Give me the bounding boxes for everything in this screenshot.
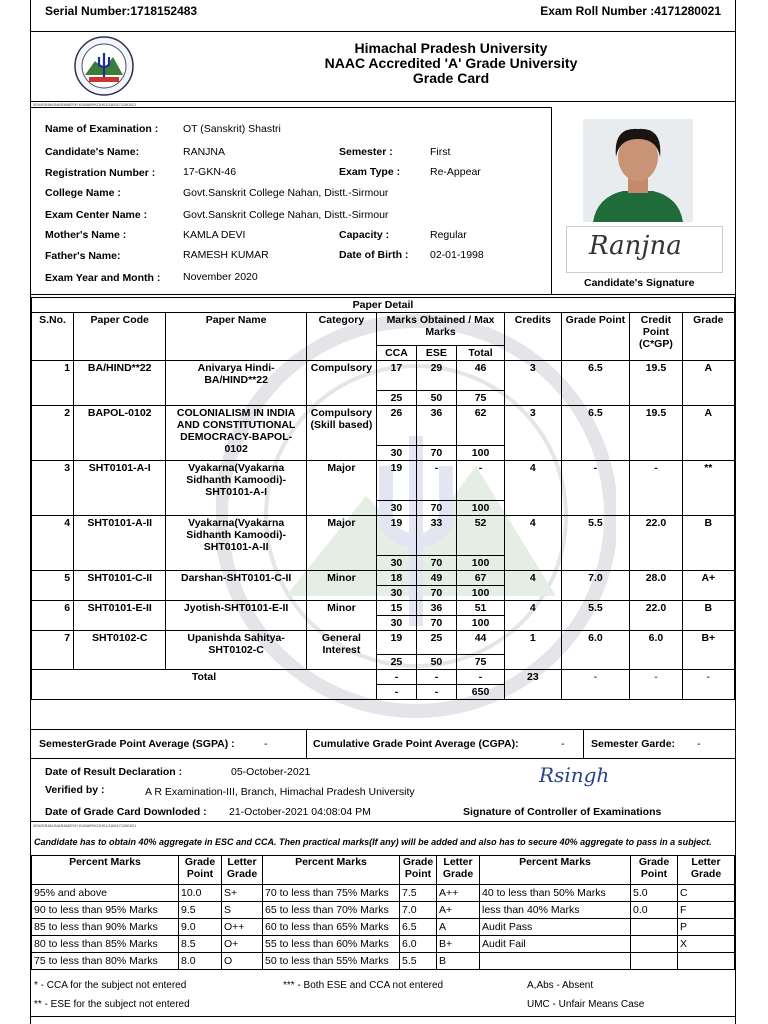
grade-scale-cell: 80 to less than 85% Marks — [32, 936, 179, 953]
grade-scale-cell: Audit Pass — [480, 919, 631, 936]
row-max-ese: 70 — [416, 446, 456, 461]
candidate-value: RANJNA — [183, 146, 226, 158]
row-total: - — [456, 461, 504, 501]
divider — [306, 730, 307, 758]
grade-scale-cell — [631, 919, 678, 936]
capacity-value: Regular — [430, 229, 467, 241]
table-row — [32, 631, 735, 655]
grade-scale-cell: 5.5 — [400, 953, 437, 970]
total-credit-point: - — [630, 670, 682, 700]
grade-scale-cell: X — [678, 936, 735, 953]
grade-scale-cell: 0.0 — [631, 902, 678, 919]
row-sno: 6 — [32, 601, 74, 631]
row-credits: 4 — [505, 516, 561, 571]
grade-scale-cell: 50 to less than 55% Marks — [263, 953, 400, 970]
row-paper-name: Jyotish-SHT0101-E-II — [166, 601, 307, 631]
signature-caption: Candidate's Signature — [584, 277, 695, 289]
grade-scale-row — [32, 902, 735, 919]
row-grade: B — [682, 601, 734, 631]
grade-scale-cell: 5.0 — [631, 885, 678, 902]
footnote-absent: A,Abs - Absent — [527, 980, 594, 991]
grade-scale-cell: A+ — [437, 902, 480, 919]
grade-scale-cell: O — [222, 953, 263, 970]
grade-scale-cell: B — [437, 953, 480, 970]
total-row — [32, 670, 735, 685]
dob-value: 02-01-1998 — [430, 249, 484, 261]
row-max-cca: 30 — [376, 556, 416, 571]
total-grade: - — [682, 670, 734, 700]
exam-type-label: Exam Type : — [339, 166, 401, 178]
table-row — [32, 361, 735, 391]
tiny-code-top: 3094SRANJNARAMESH KUMAR/KOH01/18/0471280021 — [33, 102, 137, 107]
footnote-ese: ** - ESE for the subject not entered — [34, 999, 190, 1010]
row-paper-name: Vyakarna(Vyakarna Sidhanth Kamoodi)-SHT0101-A-I — [166, 461, 307, 516]
serial-number: Serial Number:1718152483 — [45, 4, 198, 18]
row-credit-point: - — [630, 461, 682, 516]
verified-label: Verified by : — [45, 784, 105, 796]
year-month-value: November 2020 — [183, 271, 258, 283]
info-divider — [31, 107, 552, 295]
grade-scale-cell: O++ — [222, 919, 263, 936]
grade-header-percent: Percent Marks — [480, 856, 631, 885]
row-max-total: 100 — [456, 586, 504, 601]
row-grade: B+ — [682, 631, 734, 670]
grade-scale-cell: 9.0 — [179, 919, 222, 936]
candidate-label: Candidate's Name: — [45, 146, 140, 158]
row-grade: A — [682, 361, 734, 406]
grade-scale-cell: O+ — [222, 936, 263, 953]
row-grade: A — [682, 406, 734, 461]
paper-detail-title: Paper Detail — [32, 298, 735, 313]
footnote-both: *** - Both ESE and CCA not entered — [283, 980, 444, 991]
total-max-total: 650 — [456, 685, 504, 700]
row-paper-code: SHT0102-C — [74, 631, 166, 670]
footnote-umc: UMC - Unfair Means Case — [527, 999, 645, 1010]
total-max-ese: - — [416, 685, 456, 700]
row-ese: 25 — [416, 631, 456, 655]
grade-header-point: Grade Point — [631, 856, 678, 885]
row-sno: 3 — [32, 461, 74, 516]
row-paper-name: COLONIALISM IN INDIA AND CONSTITUTIONAL DEMOCRACY-BAPOL-0102 — [166, 406, 307, 461]
sgpa-value: - — [264, 738, 268, 750]
row-category: Compulsory — [306, 361, 376, 406]
grade-scale-cell: 8.5 — [179, 936, 222, 953]
row-max-total: 100 — [456, 501, 504, 516]
header-marks: Marks Obtained / Max Marks — [376, 313, 504, 346]
top-bar — [31, 0, 735, 32]
total-total: - — [456, 670, 504, 685]
grade-header-letter: Letter Grade — [222, 856, 263, 885]
row-paper-code: BAPOL-0102 — [74, 406, 166, 461]
row-grade-point: 6.0 — [561, 631, 630, 670]
row-credit-point: 22.0 — [630, 516, 682, 571]
tiny-code-bottom: 3094SRANJNARAMESH KUMAR/KOH01/18/0471280021 — [33, 823, 137, 828]
father-value: RAMESH KUMAR — [183, 249, 269, 261]
grade-scale-cell: 9.5 — [179, 902, 222, 919]
total-ese: - — [416, 670, 456, 685]
header-grade: Grade — [682, 313, 734, 361]
garde-label: Semester Garde: — [591, 738, 676, 750]
row-paper-code: SHT0101-E-II — [74, 601, 166, 631]
row-credits: 4 — [505, 601, 561, 631]
row-grade-point: 7.0 — [561, 571, 630, 601]
grade-scale-cell: 90 to less than 95% Marks — [32, 902, 179, 919]
row-max-total: 100 — [456, 446, 504, 461]
university-name: Himachal Pradesh University — [354, 40, 548, 56]
row-credit-point: 28.0 — [630, 571, 682, 601]
row-credits: 4 — [505, 571, 561, 601]
row-cca: 15 — [376, 601, 416, 616]
semester-value: First — [430, 146, 451, 158]
year-month-label: Exam Year and Month : — [45, 272, 161, 284]
footnote-cca: * - CCA for the subject not entered — [34, 980, 187, 991]
document-title: Grade Card — [412, 70, 490, 86]
row-paper-name: Upanishda Sahitya-SHT0102-C — [166, 631, 307, 670]
header-credit-point: Credit Point (C*GP) — [630, 313, 682, 361]
candidate-photo — [583, 119, 693, 222]
row-max-total: 75 — [456, 391, 504, 406]
grade-scale-row — [32, 936, 735, 953]
row-ese: 36 — [416, 601, 456, 616]
semester-label: Semester : — [339, 146, 393, 158]
header-credits: Credits — [505, 313, 561, 361]
pass-criteria-note: Candidate has to obtain 40% aggregate in ESC and CCA. Then practical marks(If any) will be added and also has to secure 40% aggregate to pass in a subject. — [34, 837, 712, 847]
header-paper-code: Paper Code — [74, 313, 166, 361]
row-credits: 3 — [505, 406, 561, 461]
row-category: Major — [306, 516, 376, 571]
row-total: 52 — [456, 516, 504, 556]
row-sno: 2 — [32, 406, 74, 461]
table-row — [32, 516, 735, 556]
cgpa-value: - — [561, 738, 565, 750]
grade-scale-cell: A++ — [437, 885, 480, 902]
row-credit-point: 19.5 — [630, 406, 682, 461]
grade-scale-cell: 55 to less than 60% Marks — [263, 936, 400, 953]
row-max-total: 75 — [456, 655, 504, 670]
controller-signature: Rsingh — [539, 763, 610, 787]
grade-scale-cell: 10.0 — [179, 885, 222, 902]
header-cca: CCA — [376, 346, 416, 361]
registration-label: Registration Number : — [45, 167, 156, 179]
header-ese: ESE — [416, 346, 456, 361]
grade-scale-cell: 85 to less than 90% Marks — [32, 919, 179, 936]
grade-scale-cell: S+ — [222, 885, 263, 902]
grade-scale-cell: 6.0 — [400, 936, 437, 953]
mother-label: Mother's Name : — [45, 229, 127, 241]
row-ese: 36 — [416, 406, 456, 446]
grade-header-percent: Percent Marks — [263, 856, 400, 885]
header-category: Category — [306, 313, 376, 361]
grade-scale-row — [32, 953, 735, 970]
total-credits: 23 — [505, 670, 561, 700]
header-total: Total — [456, 346, 504, 361]
grade-scale-cell: Audit Fail — [480, 936, 631, 953]
grade-scale-cell: 6.5 — [400, 919, 437, 936]
row-cca: 19 — [376, 461, 416, 501]
table-row — [32, 406, 735, 446]
university-header — [31, 31, 735, 102]
grade-scale-cell: 7.5 — [400, 885, 437, 902]
row-category: Compulsory (Skill based) — [306, 406, 376, 461]
grade-averages — [31, 729, 735, 759]
grade-scale-cell: A — [437, 919, 480, 936]
paper-rows — [32, 361, 735, 700]
grade-scale-cell: 40 to less than 50% Marks — [480, 885, 631, 902]
row-max-ese: 70 — [416, 616, 456, 631]
grade-header-percent: Percent Marks — [32, 856, 179, 885]
row-cca: 18 — [376, 571, 416, 586]
divider — [583, 730, 584, 758]
row-paper-code: SHT0101-A-II — [74, 516, 166, 571]
row-ese: 33 — [416, 516, 456, 556]
row-max-cca: 30 — [376, 446, 416, 461]
row-credit-point: 22.0 — [630, 601, 682, 631]
candidate-signature — [566, 226, 723, 273]
row-sno: 1 — [32, 361, 74, 406]
grade-scale-cell: 8.0 — [179, 953, 222, 970]
candidate-signature-text: Ranjna — [589, 231, 682, 261]
row-credit-point: 6.0 — [630, 631, 682, 670]
row-paper-name: Vyakarna(Vyakarna Sidhanth Kamoodi)-SHT0101-A-II — [166, 516, 307, 571]
grade-scale-cell: 7.0 — [400, 902, 437, 919]
row-max-cca: 25 — [376, 655, 416, 670]
row-category: Minor — [306, 601, 376, 631]
college-label: College Name : — [45, 187, 121, 199]
row-ese: 49 — [416, 571, 456, 586]
table-row — [32, 571, 735, 586]
grade-scale-cell: 70 to less than 75% Marks — [263, 885, 400, 902]
total-label: Total — [32, 670, 377, 700]
row-max-cca: 25 — [376, 391, 416, 406]
row-cca: 19 — [376, 516, 416, 556]
exam-roll-number: Exam Roll Number :4171280021 — [540, 4, 721, 18]
total-cca: - — [376, 670, 416, 685]
row-paper-code: SHT0101-C-II — [74, 571, 166, 601]
grade-header-letter: Letter Grade — [678, 856, 735, 885]
row-max-ese: 70 — [416, 556, 456, 571]
row-cca: 19 — [376, 631, 416, 655]
row-cca: 26 — [376, 406, 416, 446]
grade-scale-cell — [631, 936, 678, 953]
row-grade: B — [682, 516, 734, 571]
downloaded-value: 21-October-2021 04:08:04 PM — [229, 806, 371, 818]
college-value: Govt.Sanskrit College Nahan, Distt.-Sirmour — [183, 187, 389, 199]
grade-scale-row — [32, 919, 735, 936]
grade-scale-cell: S — [222, 902, 263, 919]
row-total: 67 — [456, 571, 504, 586]
row-sno: 5 — [32, 571, 74, 601]
downloaded-label: Date of Grade Card Downloded : — [45, 806, 207, 818]
father-label: Father's Name: — [45, 250, 121, 262]
registration-value: 17-GKN-46 — [183, 166, 237, 178]
exam-type-value: Re-Appear — [430, 166, 481, 178]
total-grade-point: - — [561, 670, 630, 700]
row-credits: 3 — [505, 361, 561, 406]
cgpa-label: Cumulative Grade Point Average (CGPA): — [313, 738, 519, 750]
row-max-total: 100 — [456, 556, 504, 571]
bottom-border — [31, 1016, 735, 1017]
university-accreditation: NAAC Accredited 'A' Grade University — [324, 55, 578, 71]
row-max-ese: 50 — [416, 655, 456, 670]
center-value: Govt.Sanskrit College Nahan, Distt.-Sirmour — [183, 209, 389, 221]
row-sno: 4 — [32, 516, 74, 571]
grade-scale-cell: 75 to less than 80% Marks — [32, 953, 179, 970]
grade-header-point: Grade Point — [400, 856, 437, 885]
grade-scale-cell — [631, 953, 678, 970]
grade-scale-cell: 95% and above — [32, 885, 179, 902]
dob-label: Date of Birth : — [339, 249, 409, 261]
grade-scale-cell: less than 40% Marks — [480, 902, 631, 919]
grade-scale-cell: 65 to less than 70% Marks — [263, 902, 400, 919]
row-total: 51 — [456, 601, 504, 616]
center-label: Exam Center Name : — [45, 209, 148, 221]
row-category: Minor — [306, 571, 376, 601]
grade-header-letter: Letter Grade — [437, 856, 480, 885]
row-category: General Interest — [306, 631, 376, 670]
grade-scale-cell: 60 to less than 65% Marks — [263, 919, 400, 936]
header-sno: S.No. — [32, 313, 74, 361]
row-grade-point: 6.5 — [561, 361, 630, 406]
grade-scale-cell: P — [678, 919, 735, 936]
row-grade: ** — [682, 461, 734, 516]
garde-value: - — [697, 738, 701, 750]
table-row — [32, 601, 735, 616]
result-date-value: 05-October-2021 — [231, 766, 311, 778]
row-credits: 4 — [505, 461, 561, 516]
row-grade-point: - — [561, 461, 630, 516]
row-total: 62 — [456, 406, 504, 446]
row-max-ese: 50 — [416, 391, 456, 406]
declaration-block — [31, 757, 735, 822]
verified-value: A R Examination-III, Branch, Himachal Pradesh University — [145, 786, 415, 798]
grade-scale-cell: B+ — [437, 936, 480, 953]
row-credits: 1 — [505, 631, 561, 670]
row-grade-point: 5.5 — [561, 601, 630, 631]
row-ese: - — [416, 461, 456, 501]
row-grade-point: 5.5 — [561, 516, 630, 571]
header-grade-point: Grade Point — [561, 313, 630, 361]
exam-name-value: OT (Sanskrit) Shastri — [183, 123, 281, 135]
row-paper-name: Anivarya Hindi-BA/HIND**22 — [166, 361, 307, 406]
row-grade-point: 6.5 — [561, 406, 630, 461]
paper-detail-table — [31, 297, 735, 700]
person-photo-icon — [583, 119, 693, 222]
row-sno: 7 — [32, 631, 74, 670]
row-paper-code: BA/HIND**22 — [74, 361, 166, 406]
exam-name-label: Name of Examination : — [45, 123, 159, 135]
grade-rows — [32, 885, 735, 970]
row-category: Major — [306, 461, 376, 516]
row-max-cca: 30 — [376, 586, 416, 601]
grade-scale-cell — [678, 953, 735, 970]
result-date-label: Date of Result Declaration : — [45, 766, 183, 778]
total-max-cca: - — [376, 685, 416, 700]
grade-scale-cell: C — [678, 885, 735, 902]
capacity-label: Capacity : — [339, 229, 390, 241]
row-max-total: 100 — [456, 616, 504, 631]
row-credit-point: 19.5 — [630, 361, 682, 406]
row-paper-code: SHT0101-A-I — [74, 461, 166, 516]
university-logo-icon — [73, 35, 135, 97]
row-total: 44 — [456, 631, 504, 655]
grade-header-point: Grade Point — [179, 856, 222, 885]
row-paper-name: Darshan-SHT0101-C-II — [166, 571, 307, 601]
row-total: 46 — [456, 361, 504, 391]
row-max-cca: 30 — [376, 616, 416, 631]
row-cca: 17 — [376, 361, 416, 391]
controller-caption: Signature of Controller of Examinations — [463, 806, 662, 818]
header-paper-name: Paper Name — [166, 313, 307, 361]
row-max-cca: 30 — [376, 501, 416, 516]
row-max-ese: 70 — [416, 586, 456, 601]
grade-scale-cell: F — [678, 902, 735, 919]
university-title — [221, 41, 681, 86]
grade-scale-row — [32, 885, 735, 902]
sgpa-label: SemesterGrade Point Average (SGPA) : — [39, 738, 235, 750]
mother-value: KAMLA DEVI — [183, 229, 246, 241]
table-row — [32, 461, 735, 501]
grade-scale-cell — [480, 953, 631, 970]
row-ese: 29 — [416, 361, 456, 391]
grade-card — [30, 0, 736, 1024]
row-grade: A+ — [682, 571, 734, 601]
grade-scale-table — [31, 855, 735, 970]
row-max-ese: 70 — [416, 501, 456, 516]
